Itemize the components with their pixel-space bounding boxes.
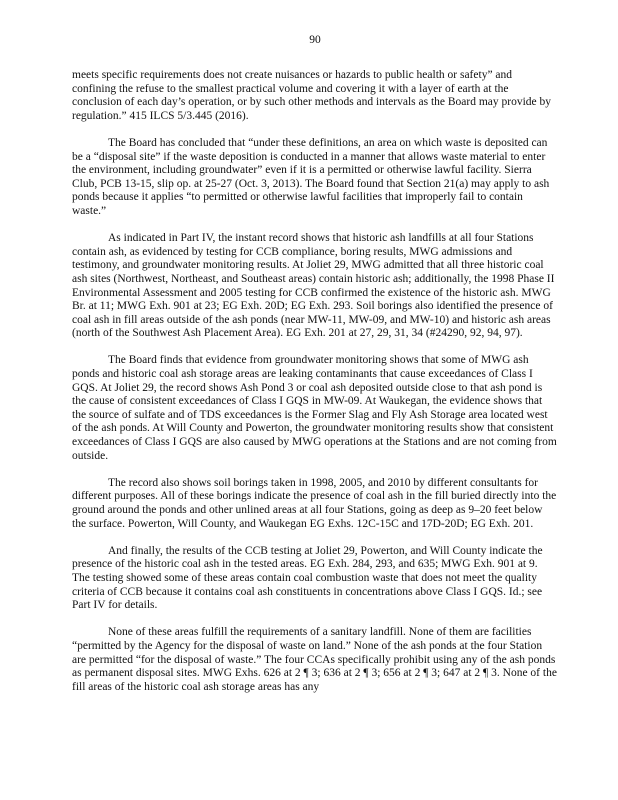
page-number: 90 [309,34,321,46]
paragraph-ccb-testing: And finally, the results of the CCB testing at Joliet 29, Powerton, and Will County indicate the presence of the historic coal ash in the tested areas. EG Exh. 284, 293, and 635; MWG Exh. 901 at 9. The testing showed some of these areas contain coal combustion waste that does not meet the quality criteria of CCB because it contains coal ash constituents in concentrations above Class I GQS. Id.; see Part IV for details. [72,544,543,612]
paragraph-sanitary-landfill: None of these areas fulfill the requirements of a sanitary landfill. None of them are facilities “permitted by the Agency for the disposal of waste on land.” None of the ash ponds at the four Station are permitted “for the disposal of waste.” The four CCAs specifically prohibit using any of the ash ponds as permanent disposal sites. MWG Exhs. 626 at 2 ¶ 3; 636 at 2 ¶ 3; 656 at 2 ¶ 3; 647 at 2 ¶ 3. None of the fill areas of the historic coal ash storage areas has any [72,626,557,693]
paragraph-historic-ash-landfills: As indicated in Part IV, the instant record shows that historic ash landfills at all four Stations contain ash, as evidenced by testing for CCB compliance, boring results, MWG admissions and testimony, and groundwater monitoring results. At Joliet 29, MWG admitted that all three historic coal ash sites (Northwest, Northeast, and Southeast areas) contain historic ash; additionally, the 1998 Phase II Environmental Assessment and 2005 testing for CCB confirmed the existence of the historic ash. MWG Br. at 11; MWG Exh. 901 at 23; EG Exh. 20D; EG Exh. 293. Soil borings also identified the presence of coal ash in fill areas outside of the ash ponds (near MW-11, MW-09, and MW-10) and historic ash areas (north of the Southwest Ash Placement Area). EG Exh. 201 at 27, 29, 31, 34 (#24290, 92, 94, 97). [72,232,555,340]
paragraph-groundwater-findings: The Board finds that evidence from groundwater monitoring shows that some of MWG ash ponds and historic coal ash storage areas are leaking contaminants that cause exceedances of Class I GQS. At Joliet 29, the record shows Ash Pond 3 or coal ash deposited outside close to that ash pond is the cause of consistent exceedances of Class I GQS in MW-09. At Waukegan, the evidence shows that the source of sulfate and of TDS exceedances is the Former Slag and Fly Ash Storage area located west of the ash ponds. At Will County and Powerton, the groundwater monitoring results show that consistent exceedances of Class I GQS are also caused by MWG operations at the Stations and are not coming from outside. [72,354,557,462]
paragraph-definition-continued: meets specific requirements does not create nuisances or hazards to public health or safety” and confining the refuse to the smallest practical volume and covering it with a layer of earth at the conclusion of each day’s operation, or by such other methods and intervals as the Board may provide by regulation.” 415 ILCS 5/3.445 (2016). [72,69,552,122]
paragraph-board-conclusion: The Board has concluded that “under these definitions, an area on which waste is deposited can be a “disposal site” if the waste deposition is conducted in a manner that allows waste material to enter the environment, including groundwater” even if it is a permitted or otherwise lawful facility. Sierra Club, PCB 13-15, slip op. at 25-27 (Oct. 3, 2013). The Board found that Section 21(a) may apply to ash ponds because it applies “to permitted or otherwise lawful facilities that improperly fail to contain waste.” [72,136,550,217]
paragraph-soil-borings: The record also shows soil borings taken in 1998, 2005, and 2010 by different consultants for different purposes. All of these borings indicate the presence of coal ash in the fill buried directly into the ground around the ponds and other unlined areas at all four Stations, going as deep as 9–20 feet below the surface. Powerton, Will County, and Waukegan EG Exhs. 12C-15C and 17D-20D; EG Exh. 201. [72,476,557,530]
